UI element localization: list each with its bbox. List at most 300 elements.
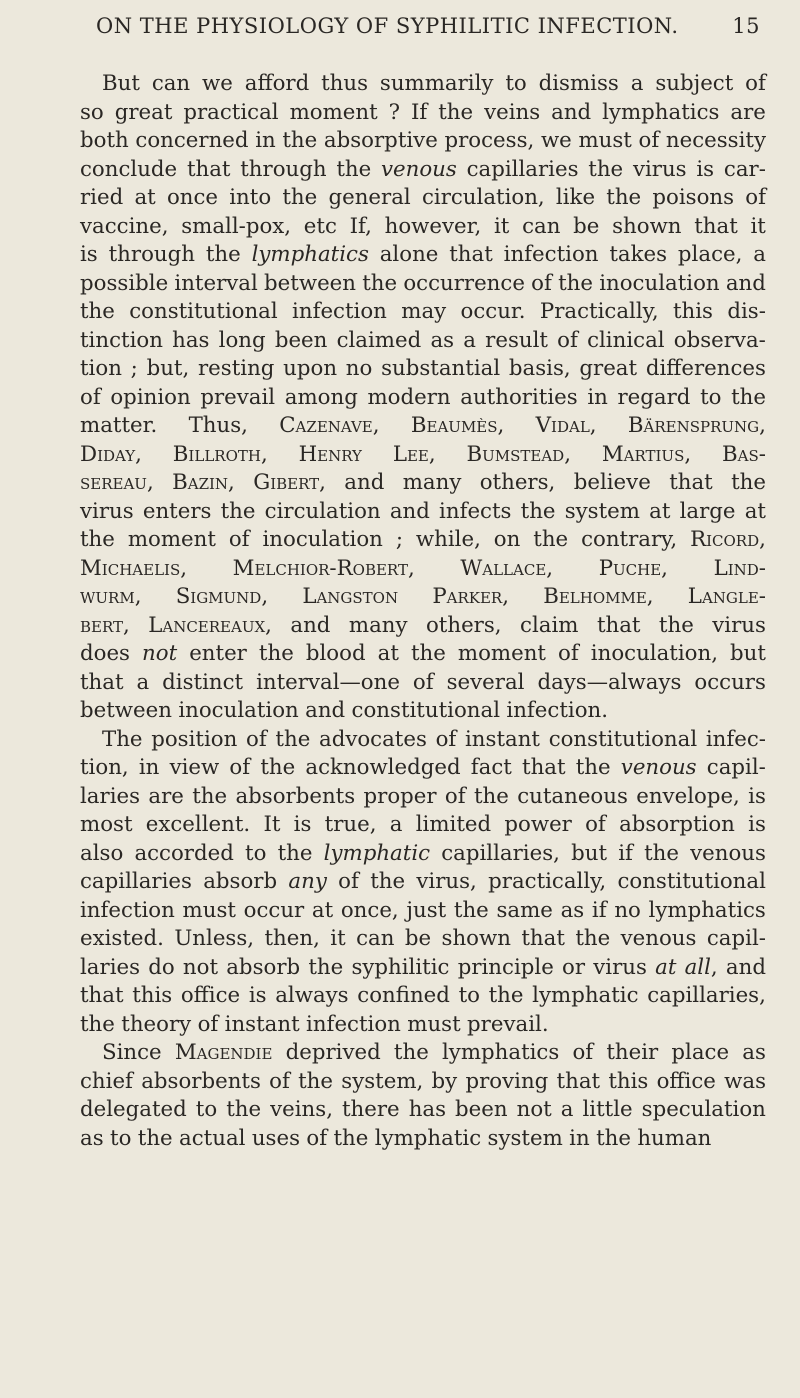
word: the (80, 527, 115, 552)
word: infects (439, 498, 512, 524)
word: infection. (506, 698, 609, 723)
word: of (80, 384, 101, 410)
word: prevail (200, 384, 276, 410)
word: their (606, 1040, 659, 1065)
word: days—always (537, 669, 682, 695)
word: so (80, 99, 104, 125)
word: of (229, 755, 251, 780)
word: substantial (381, 356, 501, 381)
word: lymphatics (441, 1040, 560, 1065)
word: this (608, 1068, 649, 1094)
text-line (80, 640, 766, 669)
text-line (80, 1039, 766, 1068)
word: at (311, 897, 334, 923)
word: inoculation (262, 527, 383, 552)
word: alone (379, 242, 439, 267)
word: clinical (587, 327, 665, 353)
word: must (578, 128, 632, 153)
word: uses (251, 1125, 301, 1151)
text-line (80, 1011, 766, 1040)
word: inoculation (178, 698, 299, 723)
text-line (80, 384, 766, 413)
word: the (410, 641, 446, 666)
word: can (356, 926, 395, 951)
word (655, 954, 676, 983)
word (279, 412, 379, 441)
word: excellent. (145, 812, 251, 837)
small-caps-name: Martius, (601, 441, 692, 467)
word: absorption (619, 812, 735, 837)
small-caps-name: Gibert, (253, 470, 326, 495)
word: the (588, 156, 624, 182)
word: like (555, 185, 596, 210)
word: the (731, 384, 766, 410)
word: the (282, 128, 318, 153)
italic-text: lymphatics (251, 242, 369, 267)
word: capil- (706, 926, 766, 951)
word: into (229, 185, 272, 210)
word: the (308, 954, 344, 980)
small-caps-name: Vidal, (535, 413, 597, 438)
word: It (263, 812, 281, 837)
word: as (80, 1125, 104, 1151)
text-line (80, 897, 766, 926)
word (142, 640, 177, 669)
word: distinct (162, 669, 244, 695)
word: through (108, 242, 195, 267)
word: ; (130, 356, 138, 381)
text-line (80, 412, 766, 441)
small-caps-name: Beaumès, (410, 413, 505, 438)
word (233, 555, 415, 584)
word: virus (80, 498, 134, 524)
word: there (342, 1097, 400, 1122)
text-line (80, 811, 766, 840)
word: poisons (652, 185, 735, 210)
word: infection (503, 242, 599, 267)
running-head (96, 14, 760, 44)
word: the (220, 498, 256, 524)
word: moment (127, 527, 216, 552)
word: can (151, 71, 191, 96)
word: that (596, 612, 641, 638)
word: Since (102, 1040, 162, 1065)
word: the (80, 299, 115, 324)
word: absorbents (235, 783, 356, 809)
small-caps-name: Magendie (174, 1040, 273, 1065)
word: is (748, 783, 766, 809)
word: a (136, 669, 150, 695)
word: practically, (488, 869, 607, 894)
word: of (745, 71, 766, 96)
word: instant (224, 1011, 300, 1037)
word: interval—one (256, 669, 400, 695)
word: matter. (80, 413, 158, 438)
word: others, (425, 612, 502, 638)
word: infection (306, 1011, 401, 1037)
word (80, 469, 154, 498)
word: it (330, 926, 346, 951)
small-caps-name: Wallace, (460, 555, 554, 581)
word: however, (384, 213, 482, 239)
italic-text: at (655, 954, 677, 980)
word (252, 241, 369, 270)
word: if (591, 897, 607, 923)
word: is (80, 242, 98, 267)
small-caps-name: Melchior-Robert, (232, 555, 415, 581)
word: interval (174, 270, 258, 296)
word: but (730, 641, 766, 666)
word: the (596, 1125, 631, 1151)
word: a (560, 1097, 574, 1122)
word: also (80, 840, 124, 866)
word: that (669, 470, 713, 495)
word: modern (367, 384, 451, 410)
word: been (455, 1097, 508, 1122)
word: occurrence (403, 270, 525, 296)
word: opinion (110, 384, 191, 410)
word: inoculation (599, 270, 720, 296)
text-line (80, 925, 766, 954)
word: system, (341, 1068, 424, 1094)
word: differences (645, 356, 766, 381)
word: occur (243, 897, 305, 923)
word (714, 555, 766, 584)
word: but (571, 840, 608, 866)
small-caps-name: Belhomme, (543, 584, 654, 609)
word: was (724, 1068, 766, 1094)
word: that (522, 755, 566, 780)
word: tinction (80, 327, 163, 353)
word (288, 868, 326, 897)
text-line (80, 469, 766, 498)
word: conclude (80, 156, 178, 182)
text-line (80, 270, 766, 299)
word: the (370, 869, 406, 894)
running-head-title: ON THE PHYSIOLOGY OF SYPHILITIC INFECTION. (96, 14, 679, 38)
word: the (575, 755, 611, 780)
word: enter (189, 641, 247, 666)
word: absorb (203, 869, 278, 894)
text-line (80, 1068, 766, 1097)
word: and (725, 954, 766, 980)
word (172, 469, 235, 498)
word: between (264, 270, 356, 296)
word: to (700, 384, 722, 410)
word: delegated (80, 1097, 187, 1122)
small-caps-name: Langston (302, 584, 399, 609)
word: and (305, 698, 346, 723)
word: capil- (706, 755, 766, 780)
word: laries (80, 954, 141, 980)
word: has (408, 1097, 447, 1122)
word: virus, (416, 869, 477, 894)
word: afford (244, 71, 310, 96)
word: ried (80, 185, 124, 210)
word: principle (457, 954, 554, 980)
word: infec- (705, 726, 766, 752)
small-caps-name: Parker, (432, 584, 509, 609)
text-line (80, 726, 766, 755)
word: acknowledged (305, 755, 461, 780)
word: a (753, 242, 766, 267)
text-line (80, 612, 766, 641)
word: of (572, 1040, 594, 1065)
small-caps-name: Puche, (598, 555, 668, 581)
word: place, (677, 242, 743, 267)
text-line (80, 669, 766, 698)
text-line (80, 213, 766, 242)
word: blood (305, 641, 366, 666)
word: is (248, 983, 267, 1008)
word: dis- (727, 299, 766, 324)
text-line (80, 526, 766, 555)
word: to (245, 840, 267, 866)
word: may (401, 299, 447, 324)
text-line (80, 783, 766, 812)
word: claim (520, 612, 579, 638)
word (175, 1039, 273, 1068)
word: chief (80, 1068, 133, 1094)
word: Unless, (174, 926, 255, 951)
text-line (80, 697, 766, 726)
word: lymphatics (648, 897, 766, 923)
word (148, 612, 272, 641)
word: in (255, 128, 276, 153)
word (80, 612, 130, 641)
word: result (485, 327, 548, 353)
word: envelope, (636, 783, 740, 809)
text-line (80, 754, 766, 783)
word (393, 441, 436, 470)
word: most (80, 812, 133, 837)
word: large (679, 498, 736, 524)
word: concerned (135, 128, 249, 153)
word: system (487, 1125, 563, 1151)
word: the (205, 242, 241, 267)
word: or (562, 954, 586, 980)
word: small-pox, (181, 213, 292, 239)
page-number: 15 (732, 14, 760, 38)
word: proving (465, 1068, 549, 1094)
word: cutaneous (517, 783, 628, 809)
word (543, 583, 653, 612)
word: If (410, 99, 428, 125)
word: of (557, 327, 578, 353)
small-caps-name: Ricord, (690, 527, 766, 552)
word: moment (289, 99, 378, 125)
word: virus (712, 612, 766, 638)
word: does (80, 641, 130, 666)
word: tion, (80, 755, 129, 780)
word: little (582, 1097, 633, 1122)
word: possible (80, 270, 169, 296)
text-line (80, 441, 766, 470)
word: laries (80, 783, 141, 809)
word: The (102, 726, 143, 752)
word: several (446, 669, 525, 695)
word: then, (264, 926, 320, 951)
small-caps-name: Lancereaux, (148, 612, 272, 638)
word: ; (395, 527, 403, 552)
word: many (402, 470, 462, 495)
word: are (730, 99, 766, 125)
word: and (725, 270, 766, 296)
small-caps-name: sereau, (80, 470, 154, 495)
word: Thus, (188, 413, 248, 438)
italic-text: not (142, 641, 178, 666)
word: capillaries, (441, 840, 560, 866)
word: absorbents (141, 1068, 261, 1094)
word: at (649, 498, 671, 524)
word: takes (609, 242, 668, 267)
word: must (407, 1011, 461, 1037)
word: at (377, 641, 399, 666)
text-line (80, 99, 766, 128)
word (80, 441, 142, 470)
word (324, 840, 430, 869)
word: position (151, 726, 238, 752)
word: as (560, 897, 585, 923)
word: the (438, 99, 474, 125)
word: and (290, 612, 331, 638)
text-line (80, 184, 766, 213)
word: to (458, 983, 480, 1008)
text-line (80, 583, 766, 612)
word: actual (179, 1125, 246, 1151)
word: by (431, 1068, 458, 1094)
small-caps-name: Lee, (392, 441, 436, 467)
word: the (558, 270, 593, 296)
word: regard (617, 384, 691, 410)
word: capillaries, (647, 983, 766, 1008)
word: resting (198, 356, 275, 381)
word: process, (444, 128, 535, 153)
word (690, 526, 766, 555)
word (432, 583, 509, 612)
word: summarily (379, 71, 494, 96)
word: the (275, 726, 311, 752)
word: we (202, 71, 233, 96)
word: subject (655, 71, 734, 96)
word: and (551, 99, 592, 125)
word: venous (690, 840, 766, 866)
word: of (228, 527, 250, 552)
word: the (226, 1097, 262, 1122)
word: that (186, 156, 231, 182)
word: deprived (285, 1040, 381, 1065)
word: the (333, 1125, 369, 1151)
word: capillaries (466, 156, 579, 182)
word: of (197, 1011, 219, 1037)
word: the (453, 897, 489, 923)
text-line (80, 498, 766, 527)
word: view (169, 755, 220, 780)
word: as (430, 327, 455, 353)
word: shown (441, 926, 511, 951)
small-caps-name: Bas- (721, 441, 766, 467)
word: speculation (641, 1097, 766, 1122)
word: a (463, 327, 476, 353)
word: practical (183, 99, 279, 125)
word: on (493, 527, 521, 552)
word: it (493, 213, 510, 239)
text-line (80, 1096, 766, 1125)
word: fact (470, 755, 512, 780)
word: occur. (460, 299, 526, 324)
word: the (298, 1068, 334, 1094)
word: the (277, 840, 313, 866)
text-line (80, 982, 766, 1011)
small-caps-name: Sigmund, (175, 584, 269, 609)
italic-text: venous (381, 156, 457, 182)
word: the (362, 270, 398, 296)
word: advocates (319, 726, 427, 752)
word: infection (292, 299, 387, 324)
word: the (488, 983, 524, 1008)
word (176, 583, 268, 612)
word: the (282, 185, 318, 210)
word: once (166, 185, 219, 210)
word: the (80, 1011, 115, 1037)
word: that (556, 1068, 601, 1094)
word: capillaries (80, 869, 192, 894)
word: office (656, 1068, 716, 1094)
word: same (496, 897, 553, 923)
word: at (134, 185, 156, 210)
word: of (338, 869, 359, 894)
italic-text: any (288, 869, 327, 894)
word (253, 469, 326, 498)
italic-text: all (684, 954, 711, 980)
word: inoculation, (590, 641, 718, 666)
word: venous (620, 926, 697, 951)
word (302, 583, 398, 612)
small-caps-name: wurm, (80, 584, 142, 609)
word: in (569, 1125, 590, 1151)
word: is (748, 812, 766, 837)
word (80, 555, 187, 584)
word: can (522, 213, 561, 239)
word: true, (324, 812, 377, 837)
word: of (558, 641, 579, 666)
word: of (531, 270, 552, 296)
word: constitutional (129, 299, 278, 324)
word (536, 412, 597, 441)
word: constitutional (351, 698, 501, 723)
word: dismiss (538, 71, 619, 96)
word: virus (593, 954, 647, 980)
small-caps-name: Billroth, (172, 441, 268, 467)
word: veins (484, 99, 541, 125)
small-caps-name: Henry (298, 441, 362, 467)
word: of (246, 726, 267, 752)
word: prevail. (467, 1011, 549, 1037)
word: necessity (665, 128, 766, 153)
word: tion (80, 356, 122, 381)
word: syphilitic (351, 954, 450, 980)
word: this (132, 983, 173, 1008)
word: of (585, 812, 606, 837)
word: shown (612, 213, 682, 239)
small-caps-name: bert, (80, 612, 130, 638)
word: to (195, 1097, 218, 1122)
word: always (275, 983, 349, 1008)
text-line (80, 327, 766, 356)
word: if (618, 840, 633, 866)
word: that (80, 983, 124, 1008)
word: all, (684, 954, 718, 980)
